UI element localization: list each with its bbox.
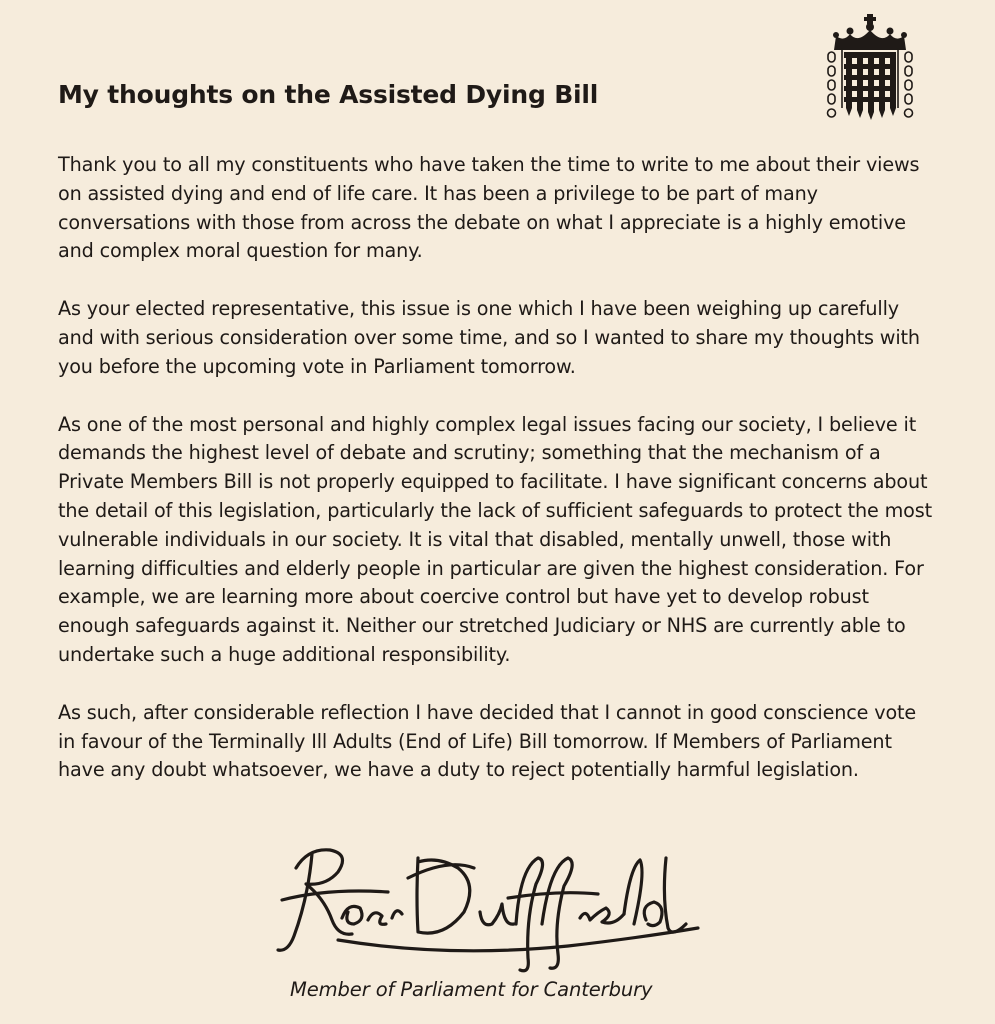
sign-off-title: Member of Parliament for Canterbury <box>290 978 653 1001</box>
portcullis-crown-icon <box>824 12 916 120</box>
paragraph-3: As one of the most personal and highly complex legal issues facing our society, I believe it demands the highest level of debate and scrutiny; something that the mechanism of a Private Members Bill is not properly equipped to facilitate. I have significant concerns about the detail of this legislation, particularly the lack of sufficient safeguards to protect the most vulnerable individuals in our society. It is vital that disabled, mentally unwell, those with learning difficulties and elderly people in particular are given the highest consideration. For example, we are learning more about coercive control but have yet to develop robust enough safeguards against it. Neither our stretched Judiciary or NHS are currently able to undertake such a huge additional responsibility. <box>58 412 932 666</box>
handwritten-signature <box>268 828 718 978</box>
letter-body <box>58 151 938 785</box>
paragraph-2: As your elected representative, this issue is one which I have been weighing up carefully and with serious consideration over some time, and so I wanted to share my thoughts with you before the upcoming vote in Parliament tomorrow. <box>58 297 920 378</box>
paragraph-4: As such, after considerable reflection I have decided that I cannot in good conscience vote in favour of the Terminally Ill Adults (End of Life) Bill tomorrow. If Members of Parliament have any doubt whatsoever, we have a duty to reject potentially harmful legislation. <box>58 700 917 782</box>
paragraph-1: Thank you to all my constituents who have taken the time to write to me about their views on assisted dying and end of life care. It has been a privilege to be part of many conversations with those from across the debate on what I appreciate is a highly emotive and complex moral question for many. <box>58 153 920 263</box>
letter-title: My thoughts on the Assisted Dying Bill <box>58 80 599 109</box>
